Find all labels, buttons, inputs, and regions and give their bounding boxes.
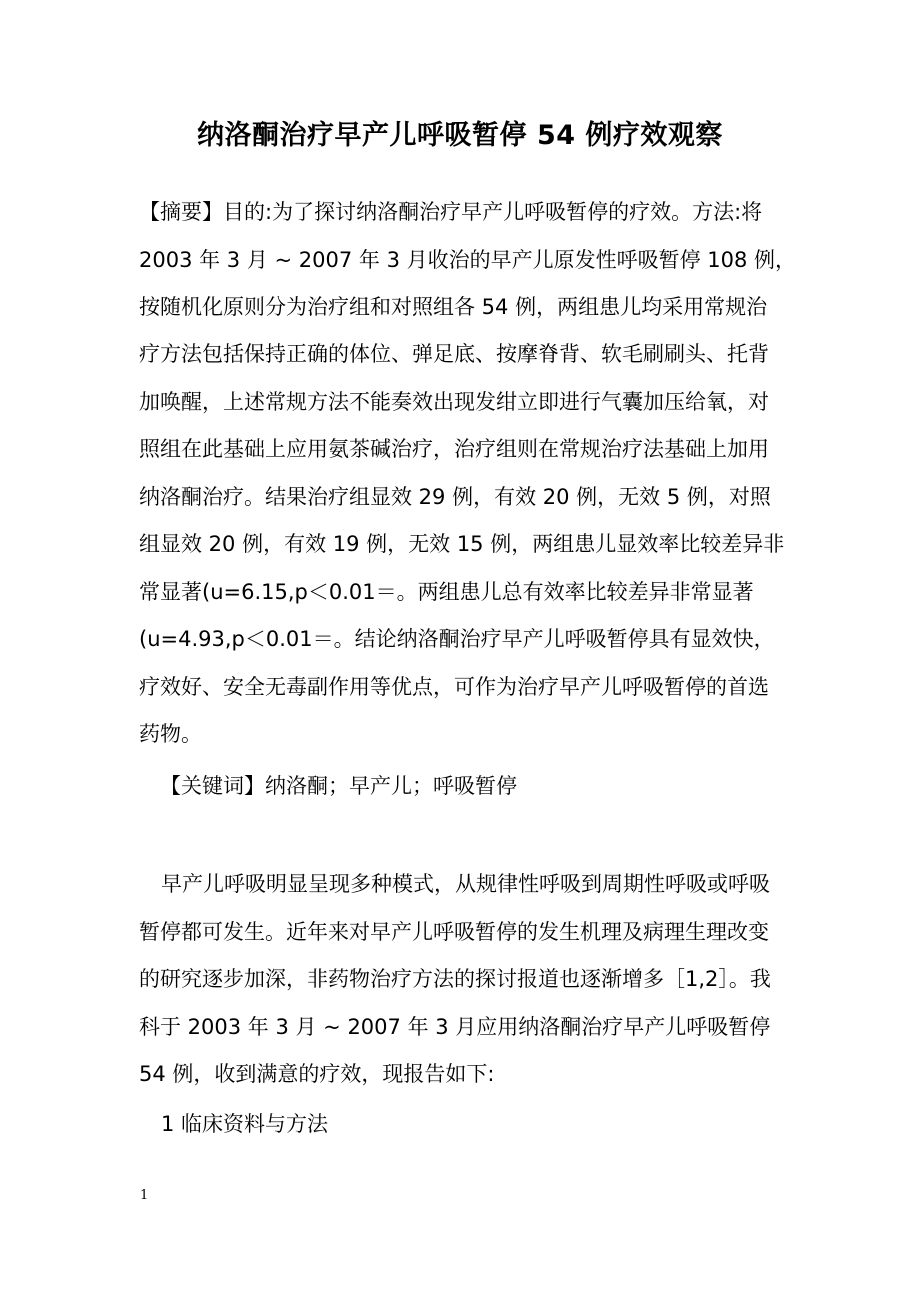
intro-line: 早产儿呼吸明显呈现多种模式，从规律性呼吸到周期性呼吸或呼吸 [161, 872, 770, 896]
intro-line: 科于 2003 年 3 月 ~ 2007 年 3 月应用纳洛酮治疗早产儿呼吸暂停 [139, 1015, 771, 1039]
abstract-line: (u=4.93,p＜0.01＝。结论纳洛酮治疗早产儿呼吸暂停具有显效快， [139, 627, 775, 651]
abstract-line: 【摘要】目的:为了探讨纳洛酮治疗早产儿呼吸暂停的疗效。方法:将 [139, 200, 763, 224]
abstract-line: 常显著(u=6.15,p＜0.01＝。两组患儿总有效率比较差异非常显著 [139, 580, 754, 604]
intro-line: 暂停都可发生。近年来对早产儿呼吸暂停的发生机理及病理生理改变 [139, 920, 769, 944]
abstract-line: 疗方法包括保持正确的体位、弹足底、按摩脊背、软毛刷刷头、托背 [139, 342, 769, 366]
abstract-line: 疗效好、安全无毒副作用等优点，可作为治疗早产儿呼吸暂停的首选 [139, 675, 769, 699]
abstract-line: 加唤醒，上述常规方法不能奏效出现发绀立即进行气囊加压给氧，对 [139, 390, 769, 414]
abstract-line: 药物。 [139, 722, 202, 746]
abstract-line: 照组在此基础上应用氨茶碱治疗，治疗组则在常规治疗法基础上加用 [139, 437, 769, 461]
document-title: 纳洛酮治疗早产儿呼吸暂停 54 例疗效观察 [197, 120, 723, 151]
keywords-line: 【关键词】纳洛酮；早产儿；呼吸暂停 [160, 774, 517, 798]
abstract-line: 纳洛酮治疗。结果治疗组显效 29 例，有效 20 例，无效 5 例，对照 [139, 485, 771, 509]
intro-line: 的研究逐步加深，非药物治疗方法的探讨报道也逐渐增多［1,2］。我 [139, 967, 771, 991]
abstract-line: 组显效 20 例，有效 19 例，无效 15 例，两组患儿显效率比较差异非 [139, 532, 785, 556]
abstract-line: 2003 年 3 月 ~ 2007 年 3 月收治的早产儿原发性呼吸暂停 108 例， [139, 248, 797, 272]
section-heading: 1 临床资料与方法 [161, 1112, 329, 1136]
intro-line: 54 例，收到满意的疗效，现报告如下: [139, 1062, 495, 1086]
abstract-line: 按随机化原则分为治疗组和对照组各 54 例，两组患儿均采用常规治 [139, 295, 768, 319]
page-number: 1 [140, 1188, 149, 1203]
